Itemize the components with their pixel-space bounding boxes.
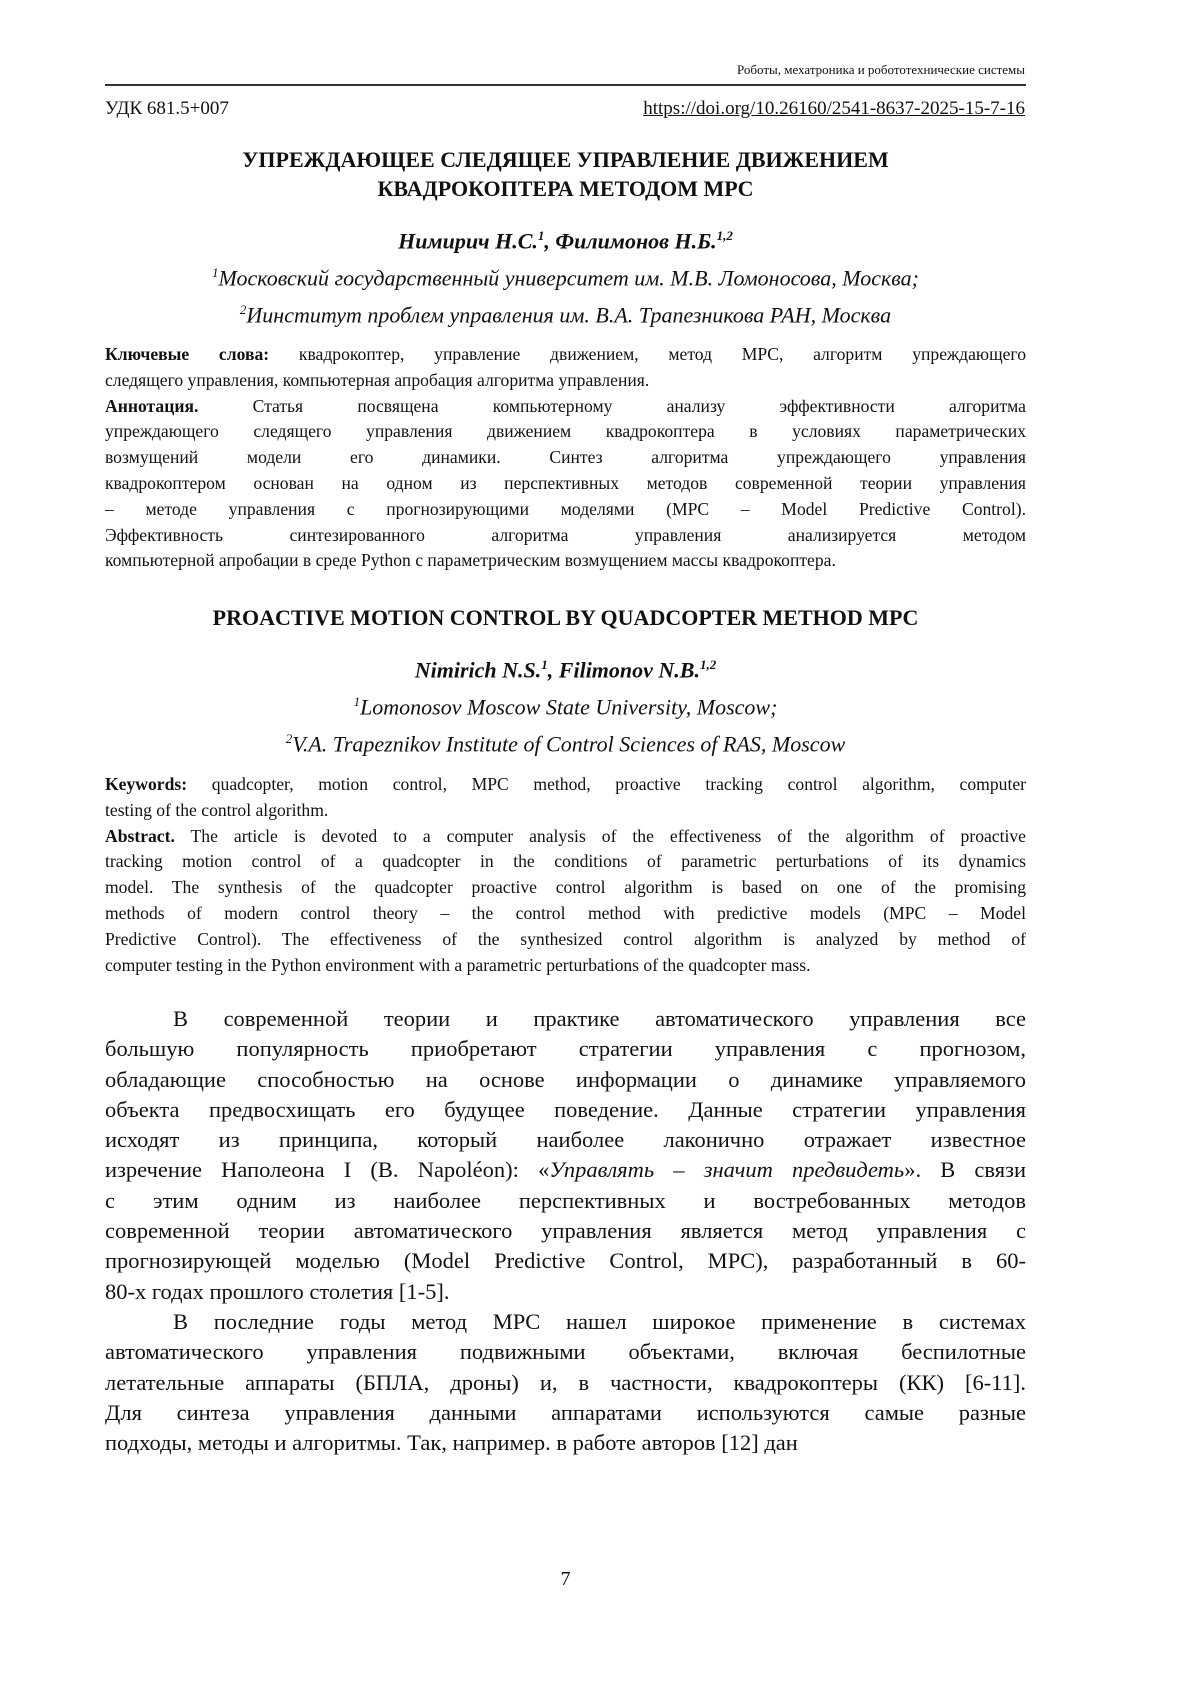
abstract-text: tracking motion control of a quadcopter in the conditions of parametric perturbations of its dynamics <box>105 851 1026 871</box>
affiliation: 2Иинститут проблем управления им. В.А. Трапезникова РАН, Москва <box>105 294 1026 331</box>
abstract-text: упреждающего следящего управления движением квадрокоптера в условиях параметрических <box>105 421 1026 441</box>
keywords-line <box>105 798 1026 824</box>
keywords-label: Keywords: <box>105 774 187 794</box>
paragraph-line: современной теории автоматического управления является метод управления с <box>105 1216 1026 1246</box>
en-keywords-abstract <box>105 772 1026 978</box>
abstract-line <box>105 548 1026 574</box>
keywords-text: квадрокоптер, управление движением, метод MPC, алгоритм упреждающего <box>269 344 1026 364</box>
ru-affiliations <box>105 257 1026 332</box>
paragraph-line: объекта предвосхищать его будущее поведение. Данные стратегии управления <box>105 1095 1026 1125</box>
abstract-text: model. The synthesis of the quadcopter proactive control algorithm is based on one of the promising <box>105 877 1026 897</box>
abstract-text: Predictive Control). The effectiveness of the synthesized control algorithm is analyzed by method of <box>105 929 1026 949</box>
keywords-text: testing of the control algorithm. <box>105 800 328 820</box>
paragraph-line: прогнозирующей моделью (Model Predictive Control, MPC), разработанный в 60- <box>105 1246 1026 1276</box>
keywords-line <box>105 368 1026 394</box>
paragraph-line: В современной теории и практике автоматического управления все <box>105 1004 1026 1034</box>
abstract-text: возмущений модели его динамики. Синтез алгоритма упреждающего управления <box>105 447 1026 467</box>
author-sup: 1 <box>541 657 548 672</box>
text: изречение Наполеона I (B. Napoléon): « <box>105 1157 549 1182</box>
paragraph-line: Для синтеза управления данными аппаратами используются самые разные <box>105 1398 1026 1428</box>
ru-title <box>105 145 1026 203</box>
keywords-text: следящего управления, компьютерная апробация алгоритма управления. <box>105 370 649 390</box>
paragraph-line: В последние годы метод MPC нашел широкое применение в системах <box>105 1307 1026 1337</box>
paragraph-line: обладающие способностью на основе информации о динамике управляемого <box>105 1065 1026 1095</box>
abstract-line <box>105 471 1026 497</box>
keywords-text: quadcopter, motion control, MPC method, proactive tracking control algorithm, computer <box>187 774 1026 794</box>
abstract-line <box>105 497 1026 523</box>
paragraph-line: с этим одним из наиболее перспективных и востребованных методов <box>105 1186 1026 1216</box>
abstract-line <box>105 824 1026 850</box>
abstract-line <box>105 927 1026 953</box>
body-text <box>105 1004 1026 1458</box>
paragraph-line: подходы, методы и алгоритмы. Так, например. в работе авторов [12] дан <box>105 1428 1026 1458</box>
keywords-line <box>105 342 1026 368</box>
abstract-label: Abstract. <box>105 826 175 846</box>
author-sep: , <box>544 228 555 253</box>
ru-title-line: УПРЕЖДАЮЩЕЕ СЛЕДЯЩЕЕ УПРАВЛЕНИЕ ДВИЖЕНИЕМ <box>105 145 1026 174</box>
en-title: PROACTIVE MOTION CONTROL BY QUADCOPTER METHOD MPC <box>105 603 1026 632</box>
page-number: 7 <box>105 1568 1026 1591</box>
abstract-label: Аннотация. <box>105 396 198 416</box>
paragraph-line: исходят из принципа, который наиболее лаконично отражает известное <box>105 1125 1026 1155</box>
abstract-line <box>105 394 1026 420</box>
abstract-text: квадрокоптером основан на одном из перспективных методов современной теории управления <box>105 473 1026 493</box>
affiliation: 1Lomonosov Moscow State University, Moscow; <box>105 686 1026 723</box>
keywords-label: Ключевые слова: <box>105 344 269 364</box>
abstract-text: компьютерной апробации в среде Python с параметрическим возмущением массы квадрокоптера. <box>105 550 836 570</box>
abstract-text: – методе управления с прогнозирующими моделями (MPC – Model Predictive Control). <box>105 499 1026 519</box>
abstract-text: computer testing in the Python environment with a parametric perturbations of the quadcopter mass. <box>105 955 811 975</box>
paper-page <box>0 0 1200 1698</box>
author-name: Филимонов Н.Б. <box>555 228 716 253</box>
paragraph-line: 80-х годах прошлого столетия [1-5]. <box>105 1277 1026 1307</box>
author-sup: 1,2 <box>700 657 716 672</box>
affiliation: 2V.A. Trapeznikov Institute of Control Sciences of RAS, Moscow <box>105 723 1026 760</box>
paragraph-line: летательные аппараты (БПЛА, дроны) и, в частности, квадрокоптеры (КК) [6-11]. <box>105 1368 1026 1398</box>
author-sep: , <box>548 657 559 682</box>
affiliation: 1Московский государственный университет им. М.В. Ломоносова, Москва; <box>105 257 1026 294</box>
abstract-text: The article is devoted to a computer analysis of the effectiveness of the algorithm of proactive <box>175 826 1026 846</box>
author-sup: 1 <box>538 228 545 243</box>
doi-link[interactable]: https://doi.org/10.26160/2541-8637-2025-15-7-16 <box>643 98 1025 120</box>
abstract-line <box>105 953 1026 979</box>
abstract-line <box>105 445 1026 471</box>
ru-title-line: КВАДРОКОПТЕРА МЕТОДОМ MPC <box>105 174 1026 203</box>
abstract-text: methods of modern control theory – the control method with predictive models (MPC – Model <box>105 903 1026 923</box>
abstract-line <box>105 419 1026 445</box>
ru-keywords-abstract <box>105 342 1026 574</box>
author-name: Nimirich N.S. <box>415 657 542 682</box>
abstract-line <box>105 849 1026 875</box>
keywords-line <box>105 772 1026 798</box>
author-name: Filimonov N.B. <box>559 657 700 682</box>
paragraph-line: большую популярность приобретают стратегии управления с прогнозом, <box>105 1034 1026 1064</box>
author-sup: 1,2 <box>717 228 733 243</box>
italic-quote: Управлять – значит предвидеть <box>549 1157 904 1182</box>
text: ». В связи <box>904 1157 1026 1182</box>
abstract-line <box>105 875 1026 901</box>
udk-code: УДК 681.5+007 <box>105 98 229 120</box>
abstract-line <box>105 523 1026 549</box>
abstract-text: Эффективность синтезированного алгоритма управления анализируется методом <box>105 525 1026 545</box>
header-rule <box>105 84 1026 86</box>
abstract-text: Статья посвящена компьютерному анализу эффективности алгоритма <box>198 396 1026 416</box>
author-name: Нимирич Н.С. <box>398 228 538 253</box>
running-header: Роботы, мехатроника и робототехнические системы <box>737 62 1025 78</box>
paragraph-line: автоматического управления подвижными объектами, включая беспилотные <box>105 1337 1026 1367</box>
en-affiliations <box>105 686 1026 761</box>
abstract-line <box>105 901 1026 927</box>
paragraph-line <box>105 1155 1026 1185</box>
en-authors <box>105 657 1026 683</box>
ru-authors <box>105 228 1026 254</box>
